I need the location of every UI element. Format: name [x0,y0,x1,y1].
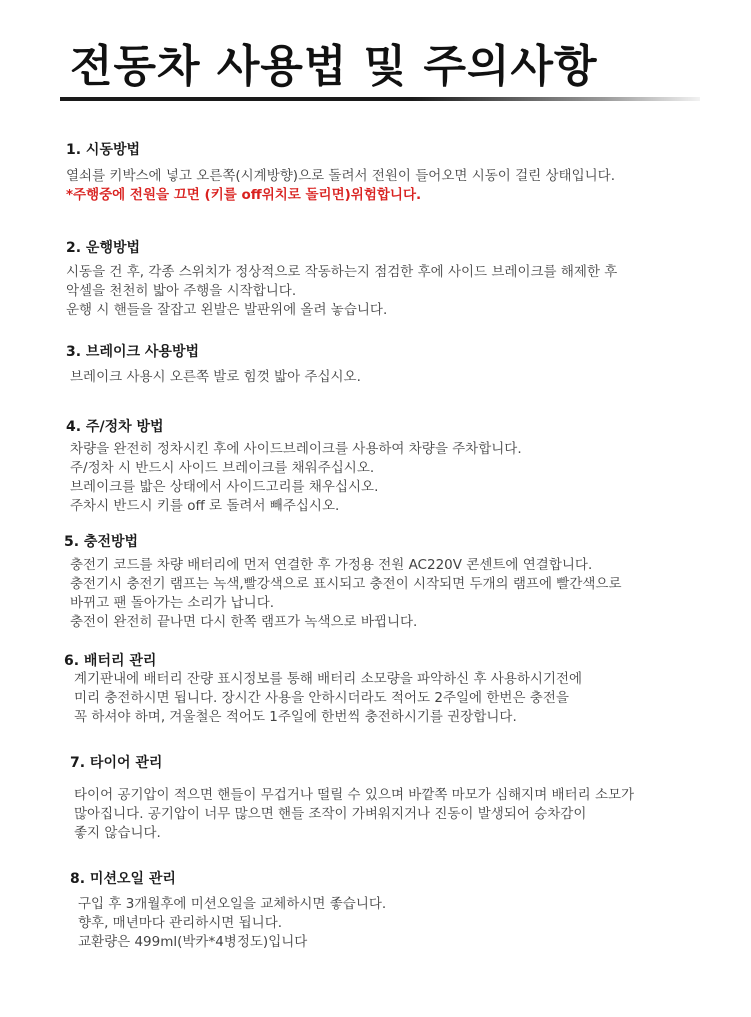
section-heading: 8. 미션오일 관리 [70,871,176,887]
section-body [70,556,622,632]
section-line: 많아집니다. 공기압이 너무 많으면 핸들 조작이 가벼워지거나 진동이 발생되어 승차감이 [74,806,587,822]
section-line: 꼭 하셔야 하며, 겨울철은 적어도 1주일에 한번씩 충전하시기를 권장합니다. [74,709,517,725]
section-line: 악셀을 천천히 밟아 주행을 시작합니다. [66,283,297,299]
section-line: 계기판내에 배터리 잔량 표시정보를 통해 배터리 소모량을 파악하신 후 사용하시기전에 [74,671,583,687]
section-body [70,440,522,516]
section-heading: 1. 시동방법 [66,142,141,158]
section-line: 브레이크 사용시 오른쪽 발로 힘껏 밟아 주십시오. [70,369,361,385]
section-line: 차량을 완전히 정차시킨 후에 사이드브레이크를 사용하여 차량을 주차합니다. [70,441,522,457]
section-line: 구입 후 3개월후에 미션오일을 교체하시면 좋습니다. [78,896,387,912]
page-title: 전동차 사용법 및 주의사항 [70,41,598,92]
title-underline [60,97,700,101]
section-line: 열쇠를 키박스에 넣고 오른쪽(시계방향)으로 돌려서 전원이 들어오면 시동이 걸린 상태입니다. [66,168,616,184]
section-heading: 4. 주/정차 방법 [66,419,164,435]
section-line: 바뀌고 팬 돌아가는 소리가 납니다. [70,595,275,611]
section-line: 교환량은 499ml(박카*4병정도)입니다 [78,934,308,950]
section-heading: 6. 배터리 관리 [64,653,157,669]
section-body [70,368,361,387]
section-body [78,895,386,952]
section-line: 충전이 완전히 끝나면 다시 한쪽 램프가 녹색으로 바뀝니다. [70,614,418,630]
section-line: 시동을 건 후, 각종 스위치가 정상적으로 작동하는지 점검한 후에 사이드 브레이크를 해제한 후 [66,264,618,280]
section-body [74,670,582,727]
section-line: 충전기시 충전기 램프는 녹색,빨강색으로 표시되고 충전이 시작되면 두개의 램프에 빨간색으로 [70,576,622,592]
section-line: 주/정차 시 반드시 사이드 브레이크를 채워주십시오. [70,460,375,476]
section-heading: 5. 충전방법 [64,534,139,550]
warning-line: *주행중에 전원을 끄면 (키를 off위치로 돌리면)위험합니다. [66,187,422,203]
section-line: 충전기 코드를 차량 배터리에 먼저 연결한 후 가정용 전원 AC220V 콘센트에 연결합니다. [70,557,593,573]
section-body [74,786,634,843]
section-line: 주차시 반드시 키를 off 로 돌려서 빼주십시오. [70,498,340,514]
section-body [66,167,615,205]
section-line: 미리 충전하시면 됩니다. 장시간 사용을 안하시더라도 적어도 2주일에 한번은 충전을 [74,690,569,706]
section-line: 브레이크를 밟은 상태에서 사이드고리를 채우십시오. [70,479,379,495]
section-line: 향후, 매년마다 관리하시면 됩니다. [78,915,283,931]
section-line: 좋지 않습니다. [74,825,161,841]
section-heading: 3. 브레이크 사용방법 [66,344,199,360]
section-heading: 7. 타이어 관리 [70,755,163,771]
section-line: 운행 시 핸들을 잘잡고 왼발은 발판위에 올려 놓습니다. [66,302,388,318]
section-body [66,263,617,320]
section-line: 타이어 공기압이 적으면 핸들이 무겁거나 떨릴 수 있으며 바깥쪽 마모가 심해지며 배터리 소모가 [74,787,635,803]
section-heading: 2. 운행방법 [66,240,141,256]
